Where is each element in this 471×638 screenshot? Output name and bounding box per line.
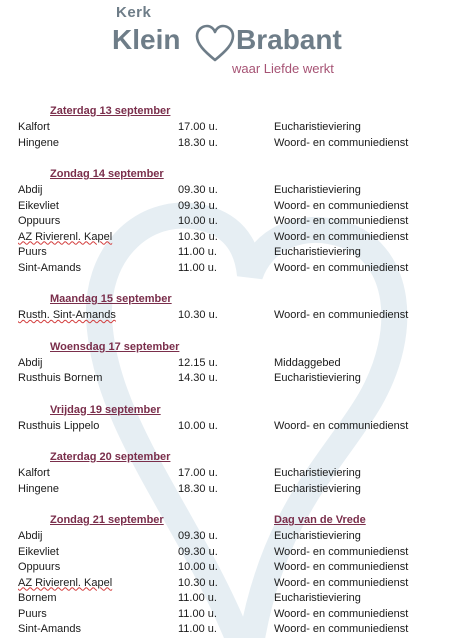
row-place: Hingene	[18, 136, 59, 149]
row-type: Middaggebed	[274, 356, 341, 369]
day-title: Zondag 21 september	[50, 514, 164, 526]
row-place: Oppuurs	[18, 561, 61, 573]
day-header	[18, 340, 458, 356]
day-section	[18, 104, 458, 151]
schedule-row	[18, 545, 458, 561]
row-place: Abdij	[18, 530, 43, 542]
row-time: 11.00 u.	[178, 592, 217, 604]
schedule-row	[18, 356, 458, 372]
row-time: 11.00 u.	[178, 607, 217, 620]
schedule-row	[18, 136, 458, 152]
day-section	[18, 450, 458, 497]
schedule-row	[18, 482, 458, 498]
row-type: Woord- en communiedienst	[274, 230, 409, 243]
schedule-row	[18, 576, 458, 592]
row-type: Eucharistieviering	[274, 592, 361, 604]
row-type: Eucharistieviering	[274, 372, 361, 384]
row-time: 09.30 u.	[178, 184, 218, 196]
day-title: Woensdag 17 september	[50, 340, 180, 353]
day-title: Maandag 15 september	[50, 293, 172, 305]
day-title: Zondag 14 september	[50, 168, 164, 180]
day-section	[18, 403, 458, 435]
row-type: Eucharistieviering	[274, 530, 361, 542]
day-header	[18, 513, 458, 529]
day-title: Vrijdag 19 september	[50, 403, 161, 416]
row-place: Sint-Amands	[18, 261, 81, 274]
row-type: Woord- en communiedienst	[274, 261, 409, 274]
row-time: 09.30 u.	[178, 199, 218, 212]
row-place: Puurs	[18, 607, 47, 620]
day-header	[18, 292, 458, 308]
schedule-row	[18, 199, 458, 215]
schedule-row	[18, 120, 458, 136]
row-place: Sint-Amands	[18, 623, 81, 635]
mass-schedule	[18, 104, 458, 638]
row-time: 17.00 u.	[178, 467, 218, 479]
row-place: Abdij	[18, 356, 43, 369]
schedule-row	[18, 466, 458, 482]
row-time: 12.15 u.	[178, 356, 218, 369]
day-header	[18, 403, 458, 419]
row-time: 09.30 u.	[178, 530, 218, 542]
row-type: Woord- en communiedienst	[274, 136, 409, 149]
schedule-row	[18, 591, 458, 607]
row-type: Woord- en communiedienst	[274, 607, 409, 620]
schedule-row	[18, 245, 458, 261]
row-type: Woord- en communiedienst	[274, 419, 409, 432]
row-place: Kalfort	[18, 121, 50, 133]
schedule-row	[18, 419, 458, 435]
schedule-row	[18, 371, 458, 387]
row-type: Woord- en communiedienst	[274, 576, 409, 589]
row-place: Puurs	[18, 246, 47, 258]
schedule-row	[18, 622, 458, 638]
schedule-row	[18, 560, 458, 576]
schedule-row	[18, 230, 458, 246]
row-place: Hingene	[18, 482, 59, 495]
row-time: 18.30 u.	[178, 482, 218, 495]
row-type: Woord- en communiedienst	[274, 545, 409, 558]
schedule-row	[18, 214, 458, 230]
row-time: 11.00 u.	[178, 246, 217, 258]
schedule-row	[18, 607, 458, 623]
row-place: Eikevliet	[18, 545, 59, 558]
row-place: Kalfort	[18, 467, 50, 479]
row-type: Woord- en communiedienst	[274, 309, 409, 321]
row-time: 09.30 u.	[178, 545, 218, 558]
row-time: 10.00 u.	[178, 215, 218, 227]
schedule-row	[18, 261, 458, 277]
row-place: Eikevliet	[18, 199, 59, 212]
logo	[112, 4, 352, 76]
day-title: Zaterdag 13 september	[50, 105, 171, 117]
row-place: Bornem	[18, 592, 57, 604]
row-type: Eucharistieviering	[274, 121, 361, 133]
day-title: Zaterdag 20 september	[50, 451, 171, 463]
row-time: 18.30 u.	[178, 136, 218, 149]
row-place: AZ Rivierenl. Kapel	[18, 576, 113, 589]
row-time: 17.00 u.	[178, 121, 218, 133]
day-header	[18, 104, 458, 120]
row-time: 10.30 u.	[178, 576, 218, 589]
logo-klein: Klein	[112, 24, 181, 55]
row-type: Woord- en communiedienst	[274, 623, 409, 635]
row-place: Rusthuis Bornem	[18, 372, 103, 384]
row-place: Rusthuis Lippelo	[18, 419, 100, 432]
schedule-row	[18, 529, 458, 545]
schedule-row	[18, 308, 458, 324]
row-type: Eucharistieviering	[274, 482, 361, 495]
day-header	[18, 167, 458, 183]
row-type: Woord- en communiedienst	[274, 215, 409, 227]
logo-tagline: waar Liefde werkt	[232, 61, 334, 76]
day-note: Dag van de Vrede	[274, 514, 366, 526]
row-place: Rusth. Sint-Amands	[18, 309, 116, 321]
row-time: 11.00 u.	[178, 623, 217, 635]
day-header	[18, 450, 458, 466]
row-place: Abdij	[18, 184, 43, 196]
logo-brabant: Brabant	[236, 24, 342, 55]
row-time: 14.30 u.	[178, 372, 218, 384]
row-time: 10.00 u.	[178, 419, 218, 432]
row-type: Woord- en communiedienst	[274, 561, 409, 573]
row-type: Eucharistieviering	[274, 246, 361, 258]
row-time: 11.00 u.	[178, 261, 217, 274]
row-time: 10.30 u.	[178, 230, 218, 243]
row-time: 10.00 u.	[178, 561, 218, 573]
day-section	[18, 340, 458, 387]
day-section	[18, 513, 458, 638]
day-section	[18, 167, 458, 276]
row-place: AZ Rivierenl. Kapel	[18, 230, 113, 243]
row-type: Eucharistieviering	[274, 184, 361, 196]
heart-logo-icon	[194, 24, 236, 64]
row-time: 10.30 u.	[178, 309, 218, 321]
day-section	[18, 292, 458, 324]
row-type: Eucharistieviering	[274, 467, 361, 479]
row-type: Woord- en communiedienst	[274, 199, 409, 212]
schedule-row	[18, 183, 458, 199]
row-place: Oppuurs	[18, 215, 61, 227]
logo-kerk: Kerk	[116, 4, 152, 21]
